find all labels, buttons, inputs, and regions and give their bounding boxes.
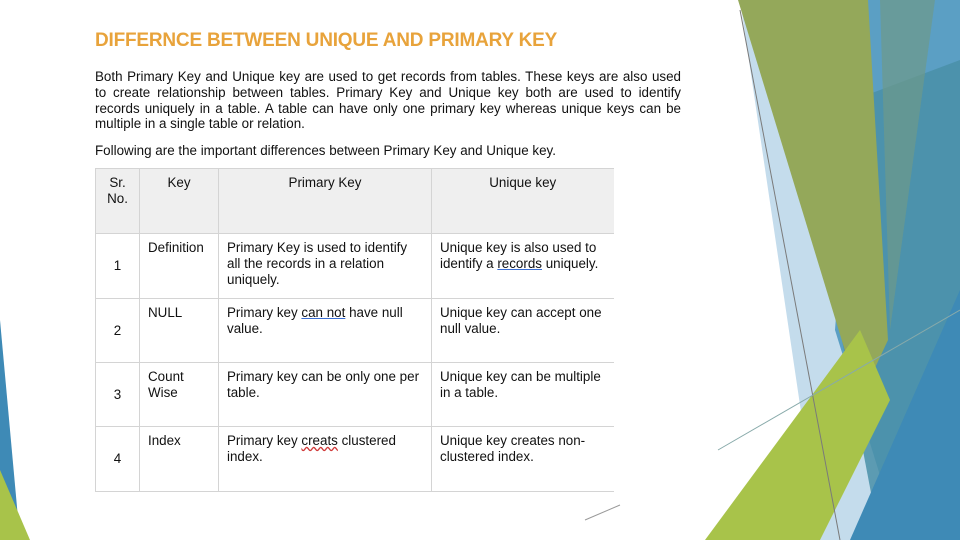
thin-line	[585, 505, 620, 520]
row-unique	[432, 234, 614, 299]
table-row	[96, 427, 614, 492]
row-primary: Primary Key is used to identify all the records in a relation uniquely.	[219, 234, 432, 299]
grammar-underlined-word: records	[497, 256, 542, 271]
comparison-table	[95, 168, 614, 492]
row-unique-text: uniquely.	[541, 256, 599, 271]
row-primary	[219, 299, 432, 363]
row-primary-text: have null value.	[227, 305, 403, 336]
grammar-underlined-word: can not	[301, 305, 346, 320]
header-key: Key	[140, 169, 219, 234]
row-primary	[219, 427, 432, 492]
row-primary-text: Primary key	[227, 433, 302, 448]
row-unique: Unique key can accept one null value.	[432, 299, 614, 363]
row-unique-text: Unique key is also used to identify a	[440, 240, 597, 271]
row-key: Count Wise	[140, 363, 219, 427]
left-edge-shape	[0, 470, 30, 540]
row-primary-text: clustered index.	[227, 433, 396, 464]
table-row	[96, 363, 614, 427]
row-unique: Unique key creates non-clustered index.	[432, 427, 614, 492]
header-sr-no: Sr. No.	[96, 169, 140, 234]
table-header-row	[96, 169, 614, 234]
row-unique: Unique key can be multiple in a table.	[432, 363, 614, 427]
row-number: 3	[96, 363, 140, 427]
row-number: 4	[96, 427, 140, 492]
intro-paragraph: Both Primary Key and Unique key are used to get records from tables. These keys are also used to create relationship between tables. Primary Key and Unique key both are used to identify records uniquely in a table. A table can have only one primary key whereas unique keys can be multiple in a single table or relation.	[95, 69, 681, 132]
row-number: 1	[96, 234, 140, 299]
header-unique-key: Unique key	[432, 169, 614, 234]
row-key: Index	[140, 427, 219, 492]
row-number: 2	[96, 299, 140, 363]
table-row	[96, 234, 614, 299]
row-key: Definition	[140, 234, 219, 299]
row-primary-text: Primary key	[227, 305, 302, 320]
row-primary: Primary key can be only one per table.	[219, 363, 432, 427]
table-row	[96, 299, 614, 363]
spelling-underlined-word: creats	[301, 433, 338, 448]
lead-sentence: Following are the important differences between Primary Key and Unique key.	[95, 143, 556, 158]
slide-title: DIFFERNCE BETWEEN UNIQUE AND PRIMARY KEY	[95, 30, 558, 51]
row-key: NULL	[140, 299, 219, 363]
header-primary-key: Primary Key	[219, 169, 432, 234]
